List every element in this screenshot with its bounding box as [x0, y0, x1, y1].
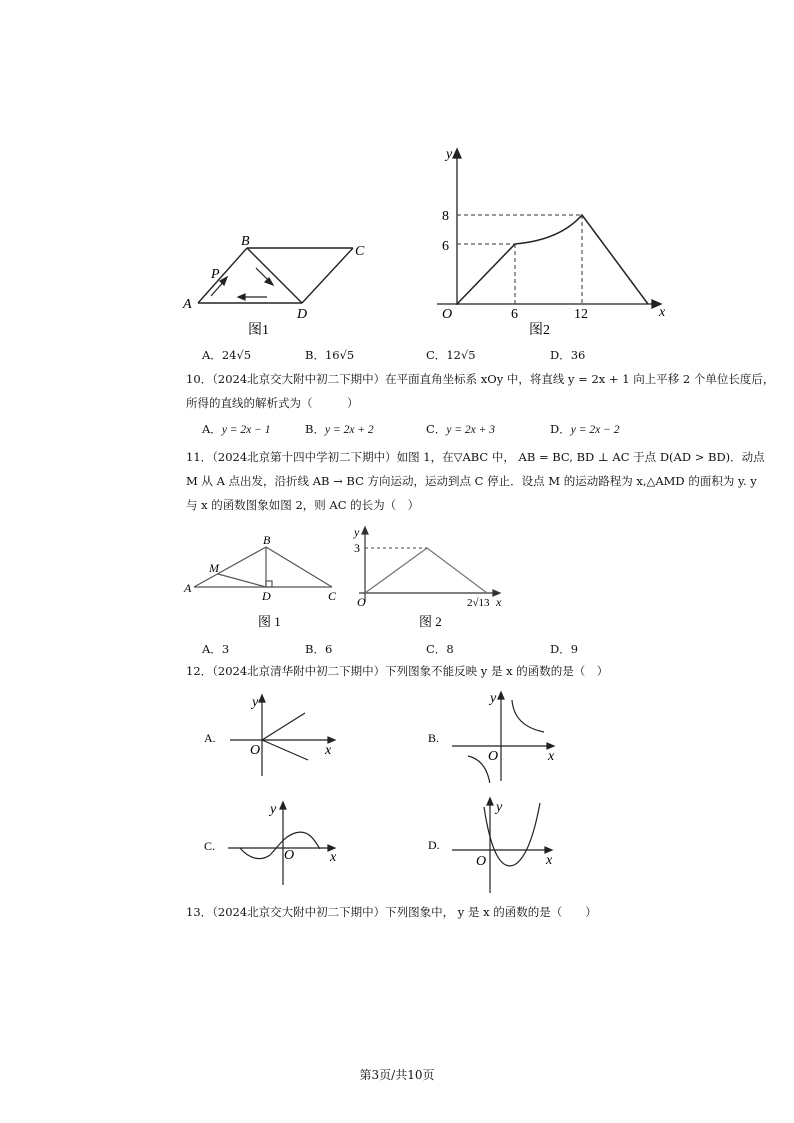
q11-stem-line1: 11．（2024北京第十四中学初二下期中）如图 1，在▽ABC 中， AB = BC, BD ⊥ AC 于点 D(AD > BD)．动点	[186, 450, 765, 464]
arrow-da-head	[238, 294, 245, 300]
arrow-bd-head	[265, 278, 273, 285]
q12-stem-line1: 12．（2024北京清华附中初二下期中）下列图象不能反映 y 是 x 的函数的是（ ）	[186, 664, 609, 678]
tick-y6: 6	[442, 239, 449, 254]
page-number: 第3页/共10页	[359, 1068, 435, 1082]
edge-bc	[266, 547, 332, 587]
label-d: D	[297, 307, 308, 322]
q10-stem-line2: 所得的直线的解析式为（ ）	[186, 396, 359, 410]
caption: 图1	[248, 323, 269, 338]
sine-curve	[240, 832, 320, 858]
q12-graph-a	[200, 688, 350, 783]
axis-x-label: x	[330, 850, 337, 865]
axis-y-label: y	[490, 691, 497, 706]
axis-y-label: y	[446, 147, 453, 162]
q11-option-c: C．8	[426, 642, 454, 656]
axis-y-label: y	[496, 800, 503, 815]
origin-label: O	[284, 848, 295, 863]
ray-down	[262, 740, 308, 760]
tick-y8: 8	[442, 209, 449, 224]
graph-line	[365, 548, 487, 593]
q9-option-b: B．16√5	[305, 348, 355, 362]
q9-figure-1	[180, 230, 380, 345]
caption: 图2	[529, 323, 550, 338]
q10-option-c: C．y = 2x + 3	[426, 422, 496, 436]
q10-option-b: B．y = 2x + 2	[305, 422, 374, 436]
diagonal-bd	[247, 248, 302, 303]
q9-option-d: D．36	[550, 348, 586, 362]
q13-stem-line1: 13．（2024北京交大附中初二下期中）下列图象中， y 是 x 的函数的是（ ）	[186, 905, 597, 919]
axis-y-label: y	[270, 802, 277, 817]
q11-figure-1	[182, 530, 352, 630]
label-a: A	[183, 297, 192, 312]
option-label: A.	[204, 731, 216, 745]
axis-y-label: y	[252, 695, 259, 710]
q9-option-a: A．24√5	[202, 348, 252, 362]
edge-ab	[194, 547, 266, 587]
option-label: D.	[428, 838, 440, 852]
axis-x-label: x	[546, 853, 553, 868]
label-d: D	[262, 589, 271, 603]
option-label: C.	[204, 839, 216, 853]
edge-ab	[198, 248, 247, 303]
label-b: B	[263, 533, 271, 547]
hyperbola-branch-1	[512, 700, 544, 732]
axis-x-label: x	[548, 749, 555, 764]
q12-graph-b	[424, 688, 574, 783]
origin-label: O	[488, 749, 499, 764]
right-angle-mark	[266, 581, 272, 587]
segment-md	[218, 574, 266, 587]
edge-cd	[302, 248, 353, 303]
origin-label: O	[442, 307, 453, 322]
y-axis-arrow	[259, 695, 265, 702]
tick-x6: 6	[511, 307, 518, 322]
hyperbola-branch-2	[468, 756, 490, 783]
graph-curve	[457, 215, 648, 304]
option-label: B.	[428, 731, 440, 745]
q11-option-d: D．9	[550, 642, 579, 656]
y-axis-arrow	[362, 527, 368, 534]
caption: 图 2	[419, 614, 442, 629]
label-c: C	[355, 244, 365, 259]
parabola-curve	[484, 803, 540, 866]
axis-x-label: x	[659, 305, 666, 320]
label-a: A	[184, 581, 192, 595]
origin-label: O	[476, 854, 487, 869]
q11-option-a: A．3	[202, 642, 230, 656]
q9-option-c: C．12√5	[426, 348, 476, 362]
y-axis-arrow	[498, 692, 504, 699]
y-axis-arrow	[487, 798, 493, 805]
label-c: C	[328, 589, 337, 603]
q11-stem-line3: 与 x 的函数图象如图 2，则 AC 的长为（ ）	[186, 498, 420, 512]
label-m: M	[209, 561, 219, 575]
ray-up	[262, 713, 305, 740]
tick-x12: 12	[574, 307, 588, 322]
q11-figure-2	[345, 520, 515, 630]
tick-y3: 3	[354, 541, 360, 555]
q10-option-d: D．y = 2x − 2	[550, 422, 620, 436]
q12-graph-d	[424, 795, 574, 895]
label-p: P	[211, 267, 220, 282]
q11-option-b: B．6	[305, 642, 333, 656]
axis-x-label: x	[496, 595, 502, 609]
y-axis-arrow	[453, 149, 461, 158]
tick-x-end: 2√13	[467, 597, 490, 609]
y-axis-arrow	[280, 802, 286, 809]
q12-graph-c	[200, 795, 350, 890]
axis-y-label: y	[354, 525, 360, 539]
axis-x-label: x	[325, 743, 332, 758]
q11-stem-line2: M 从 A 点出发，沿折线 AB → BC 方向运动，运动到点 C 停止．设点 M 的运动路程为 x,△AMD 的面积为 y. y	[186, 474, 757, 488]
label-b: B	[241, 234, 250, 249]
q10-option-a: A．y = 2x − 1	[202, 422, 271, 436]
origin-label: O	[250, 743, 261, 758]
q10-stem-line1: 10．（2024北京交大附中初二下期中）在平面直角坐标系 xOy 中，将直线 y = 2x + 1 向上平移 2 个单位长度后，	[186, 372, 775, 386]
caption: 图 1	[258, 614, 281, 629]
origin-label: O	[357, 595, 366, 609]
q9-figure-2	[415, 140, 685, 345]
